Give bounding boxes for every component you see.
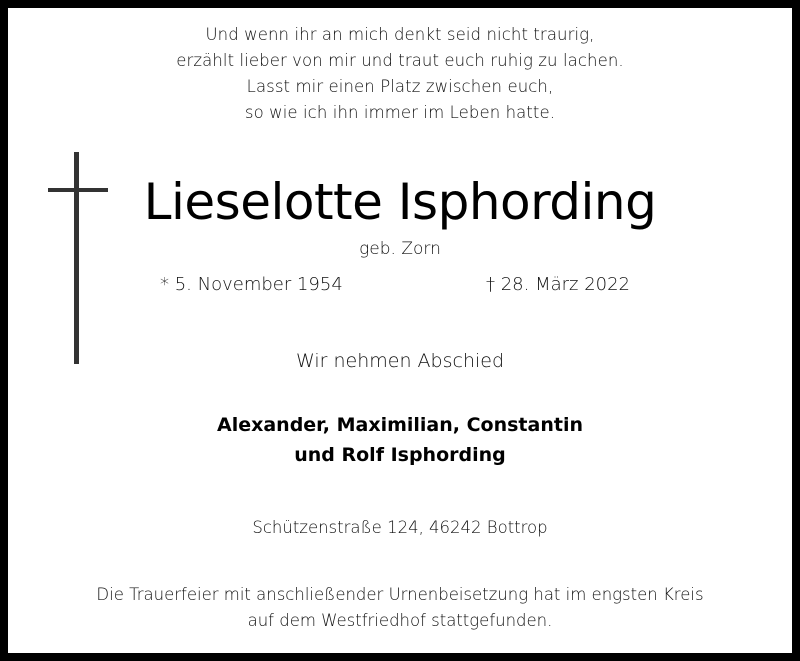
poem-line: Lasst mir einen Platz zwischen euch, xyxy=(246,77,554,96)
family-line: und Rolf Isphording xyxy=(294,444,506,466)
maiden-name: geb. Zorn xyxy=(359,239,441,259)
address: Schützenstraße 124, 46242 Bottrop xyxy=(252,518,548,537)
ceremony-line: auf dem Westfriedhof stattgefunden. xyxy=(247,611,553,630)
poem-line: Und wenn ihr an mich denkt seid nicht traurig, xyxy=(205,25,595,44)
farewell-text: Wir nehmen Abschied xyxy=(295,350,505,372)
death-date: † 28. März 2022 xyxy=(486,274,631,295)
poem-line: erzählt lieber von mir und traut euch ruhig zu lachen. xyxy=(176,51,624,70)
ceremony-note xyxy=(8,582,792,634)
family-names xyxy=(8,410,792,470)
family-line: Alexander, Maximilian, Constantin xyxy=(216,414,583,436)
ceremony-line: Die Trauerfeier mit anschließender Urnenbeisetzung hat im engsten Kreis xyxy=(96,585,704,604)
poem xyxy=(8,22,792,126)
deceased-name: Lieselotte Isphording xyxy=(143,173,657,231)
poem-line: so wie ich ihn immer im Leben hatte. xyxy=(244,103,556,122)
birth-date: * 5. November 1954 xyxy=(160,274,343,295)
